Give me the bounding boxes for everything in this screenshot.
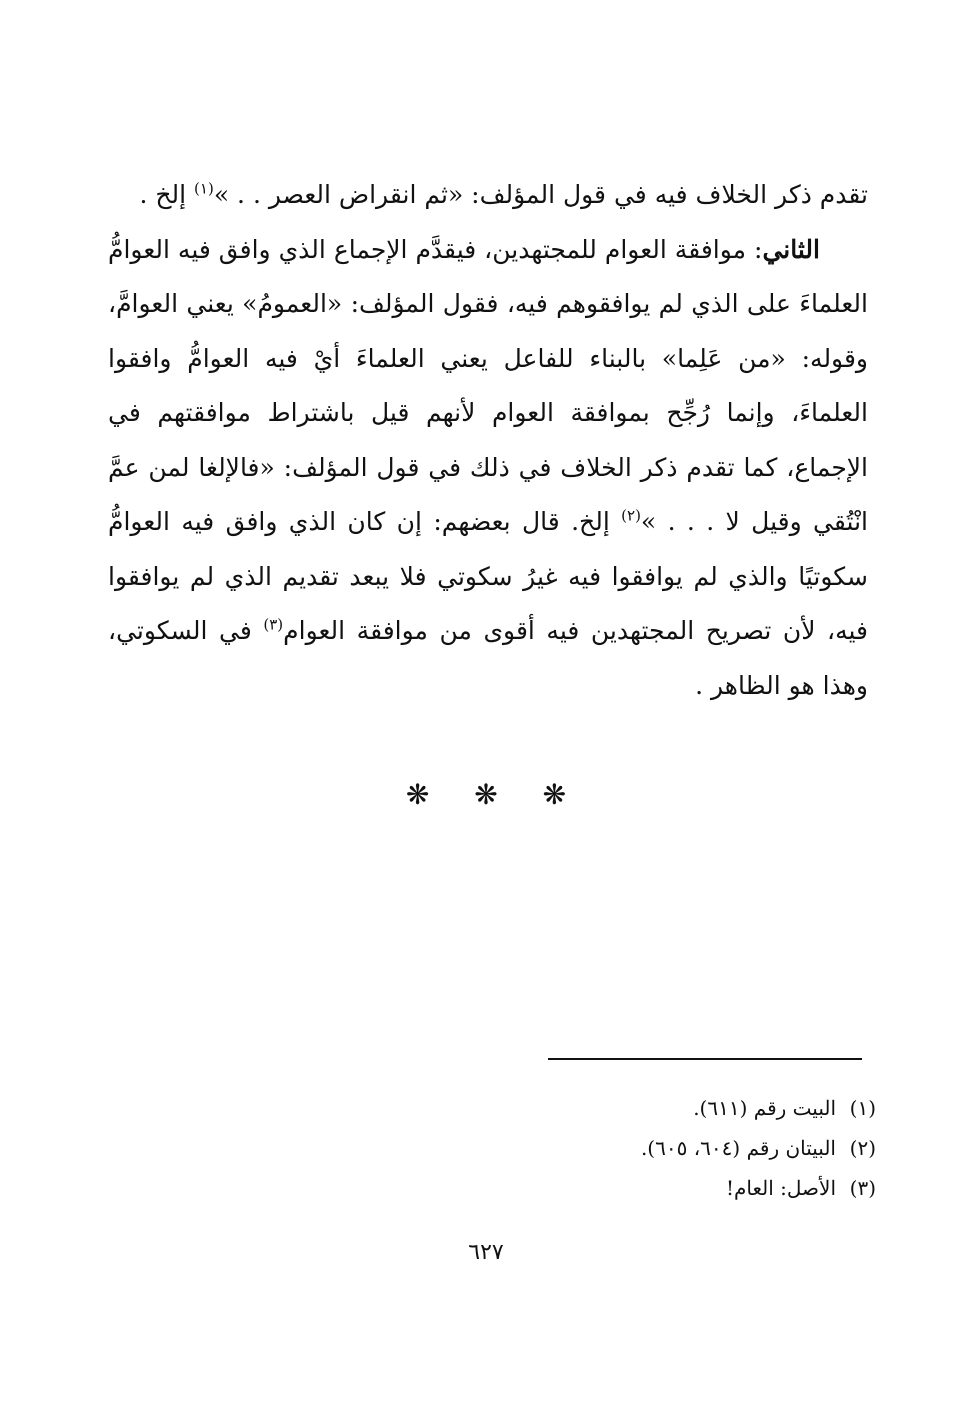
paragraph-2-lead-word: الثاني xyxy=(762,234,820,264)
footnote-item xyxy=(276,1088,876,1128)
footnote-text: البيت رقم (٦١١). xyxy=(693,1096,836,1120)
separator-star-icon: ❋ xyxy=(542,778,567,811)
footnote-number: (٣) xyxy=(849,1176,876,1200)
footnote-text: البيتان رقم (٦٠٤، ٦٠٥). xyxy=(640,1136,836,1160)
paragraph-1-text: تقدم ذكر الخلاف فيه في قول المؤلف: «ثم انقراض العصر . . » xyxy=(213,180,868,209)
separator-star-icon: ❋ xyxy=(405,778,430,811)
paragraph-2-text-a: : موافقة العوام للمجتهدين، فيقدَّم الإجماع الذي وافق فيه العوامُّ العلماءَ على الذي لم يوافقوهم فيه، فقول المؤلف: «العمومُ» يعني العوامَّ، وقوله: «من عَلِما» بالبناء للفاعل يعني العلماءَ أيْ فيه العوامُّ وافقوا العلماءَ، وإنما رُجِّح بموافقة العوام لأنهم قيل باشتراط موافقتهم في الإجماع، كما تقدم ذكر الخلاف في ذلك في قول المؤلف: «فالإلغا لمن عمَّ انْتُقي وقيل لا . . . » xyxy=(108,234,868,536)
footnote-number: (١) xyxy=(849,1096,876,1120)
footnotes-list xyxy=(276,1088,876,1208)
footnote-number: (٢) xyxy=(849,1136,876,1160)
footnote-item xyxy=(276,1168,876,1208)
paragraph-2-text-c: في السكوتي، وهذا هو الظاهر . xyxy=(108,616,868,700)
footnote-text: الأصل: العام! xyxy=(726,1176,836,1200)
paragraph-2 xyxy=(108,223,868,714)
footnote-ref-3[interactable]: (٣) xyxy=(263,615,284,634)
section-separator xyxy=(0,778,972,811)
separator-star-icon: ❋ xyxy=(474,778,498,811)
footnote-divider xyxy=(548,1058,862,1060)
paragraph-1 xyxy=(108,168,868,223)
paragraph-1-tail: إلخ . xyxy=(139,180,195,209)
footnote-ref-2[interactable]: (٢) xyxy=(621,506,641,525)
footnote-item xyxy=(276,1128,876,1168)
main-text xyxy=(108,168,868,713)
footnote-ref-1[interactable]: (١) xyxy=(194,179,214,198)
paragraph-2-text-b: إلخ. قال بعضهم: إن كان الذي وافق فيه العوامُّ سكوتيًا والذي لم يوافقوا فيه غيرُ سكوتي فلا يبعد تقديم الذي لم يوافقوا فيه، لأن تصريح المجتهدين فيه أقوى من موافقة العوام xyxy=(108,507,869,645)
page-number: ٦٢٧ xyxy=(468,1240,504,1265)
